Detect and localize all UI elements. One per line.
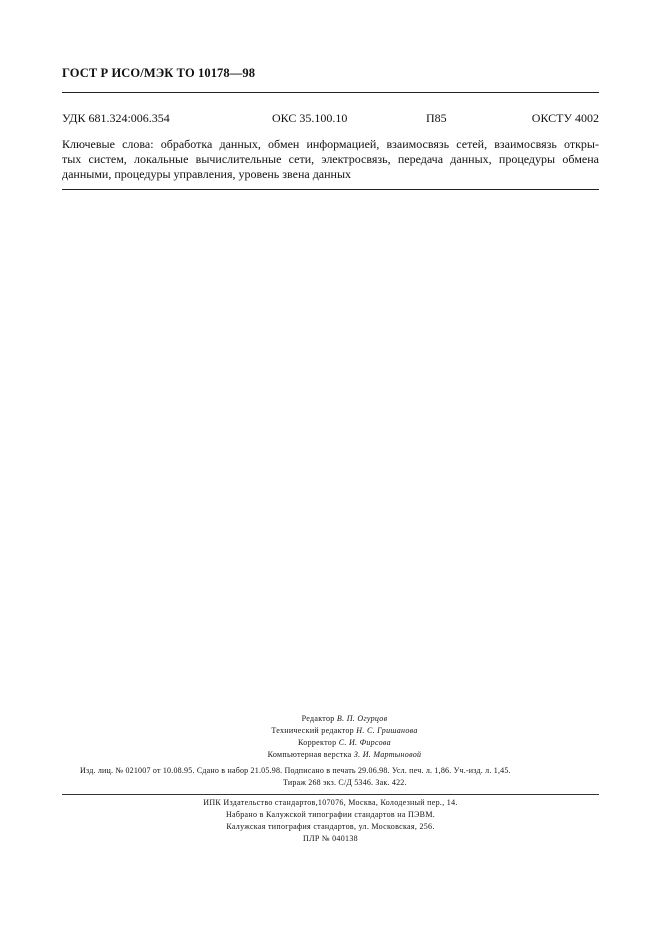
udk-code: УДК 681.324:006.354 [62,111,170,125]
corrector-credit [0,737,661,749]
staff-credits [0,713,661,761]
printer-line: Калужская типография стандартов, ул. Московская, 256. [226,822,435,831]
keywords-line: тых систем, локальные вычислительные сети, электросвязь, передача данных, процедуры обмена [62,152,599,166]
oks-code: ОКС 35.100.10 [272,111,348,125]
layout-credit [0,749,661,761]
keywords-line: данными, процедуры управления, уровень звена данных [62,167,352,181]
printer-line: ИПК Издательство стандартов,107076, Москва, Колодезный пер., 14. [203,798,458,807]
document-designation: ГОСТ Р ИСО/МЭК ТО 10178—98 [62,66,256,80]
corrector-name: С. И. Фирсова [338,738,391,747]
group-code: П85 [426,111,447,125]
layout-label: Компьютерная верстка [267,750,352,759]
publication-line: Изд. лиц. № 021007 от 10.08.95. Сдано в набор 21.05.98. Подписано в печать 29.06.98. Усл. печ. л. 1,86. Уч.-изд. л. 1,45. [80,766,511,775]
corrector-label: Корректор [298,738,337,747]
top-divider [62,92,599,93]
keywords-divider [62,189,599,190]
layout-name: З. И. Мартыновой [353,750,422,759]
editor-credit [0,713,661,725]
editor-name: В. П. Огурцов [336,714,388,723]
imprint-divider [62,794,599,795]
tech-editor-credit [0,725,661,737]
okstu-code: ОКСТУ 4002 [531,111,599,125]
editor-label: Редактор [301,714,335,723]
printer-imprint [0,797,661,845]
license-number: ПЛР № 040138 [303,834,358,843]
keywords-line: Ключевые слова: обработка данных, обмен информацией, взаимосвязь сетей, взаимосвязь откры- [62,137,599,151]
tech-editor-name: Н. С. Гришанова [356,726,418,735]
publication-line: Тираж 268 экз. С/Д 5346. Зак. 422. [283,778,407,787]
printer-line: Набрано в Калужской типографии стандартов на ПЭВМ. [225,810,436,819]
keywords-paragraph [62,137,599,182]
publication-info [80,765,511,789]
classification-row [62,111,599,127]
tech-editor-label: Технический редактор [271,726,354,735]
